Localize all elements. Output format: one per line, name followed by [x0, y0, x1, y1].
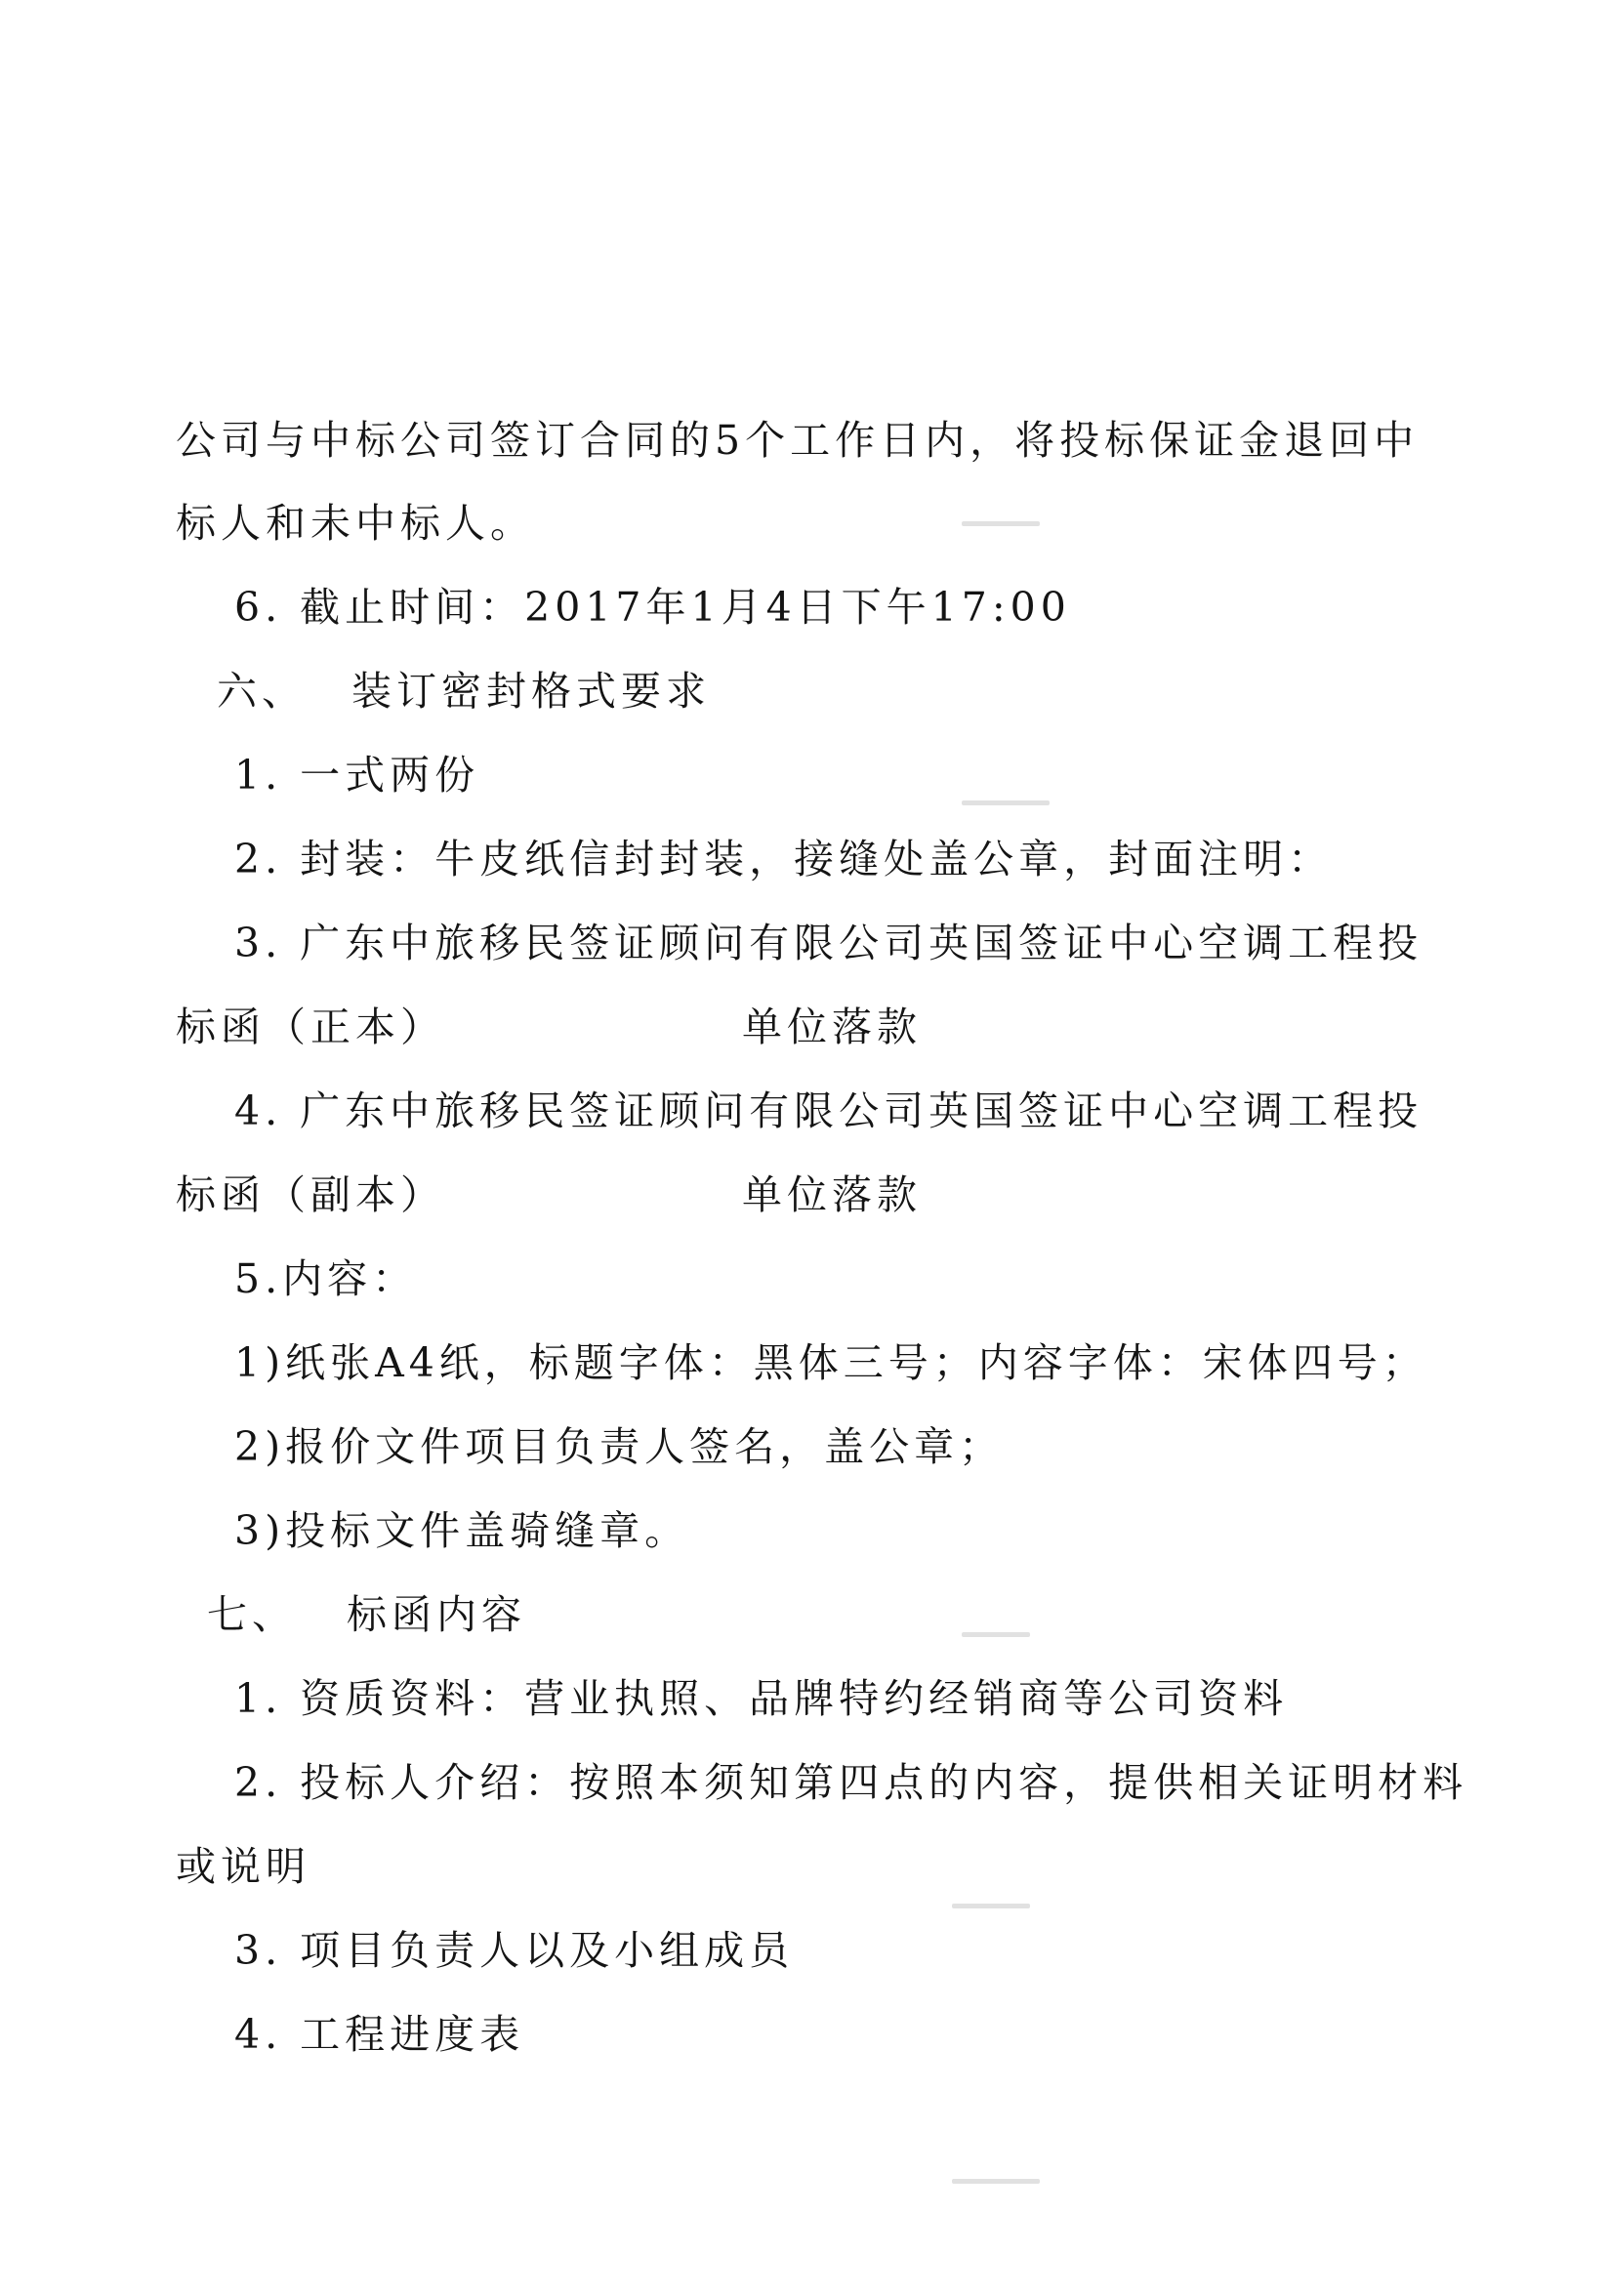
list-item-continuation: 标函（正本）: [176, 1004, 445, 1050]
list-item: 1. 资质资料：营业执照、品牌特约经销商等公司资料: [234, 1675, 1289, 1722]
scan-artifact: [962, 1632, 1030, 1637]
list-item: 2. 投标人介绍：按照本须知第四点的内容，提供相关证明材料: [234, 1759, 1468, 1806]
list-item: 3. 项目负责人以及小组成员: [234, 1927, 795, 1974]
signature-placeholder: 单位落款: [742, 1171, 922, 1218]
list-item: 3. 广东中旅移民签证顾问有限公司英国签证中心空调工程投: [234, 920, 1423, 966]
section-six-title: 装订密封格式要求: [351, 668, 711, 715]
list-subitem: 3)投标文件盖骑缝章。: [234, 1507, 690, 1554]
scan-artifact: [952, 2179, 1040, 2184]
signature-placeholder: 单位落款: [742, 1004, 922, 1050]
scan-artifact: [962, 800, 1050, 805]
scan-artifact: [952, 1904, 1030, 1908]
list-item-continuation: 标函（副本）: [176, 1171, 445, 1218]
section-seven-number: 七、: [207, 1591, 297, 1638]
list-item: 5.内容：: [234, 1255, 418, 1302]
deadline-line: 6. 截止时间：2017年1月4日下午17:00: [234, 584, 1071, 631]
paragraph-line: 标人和未中标人。: [176, 500, 535, 547]
list-item: 1. 一式两份: [234, 752, 480, 799]
list-item: 2. 封装：牛皮纸信封封装，接缝处盖公章，封面注明：: [234, 836, 1334, 882]
list-subitem: 1)纸张A4纸，标题字体：黑体三号；内容字体：宋体四号；: [234, 1339, 1427, 1386]
list-subitem: 2)报价文件项目负责人签名，盖公章；: [234, 1423, 1005, 1470]
list-item: 4. 工程进度表: [234, 2011, 525, 2058]
section-seven-title: 标函内容: [347, 1591, 526, 1638]
paragraph-line: 公司与中标公司签订合同的5个工作日内，将投标保证金退回中: [176, 417, 1420, 464]
list-item-continuation: 或说明: [176, 1843, 310, 1890]
list-item: 4. 广东中旅移民签证顾问有限公司英国签证中心空调工程投: [234, 1087, 1423, 1134]
scan-artifact: [962, 521, 1040, 526]
section-six-number: 六、: [217, 668, 307, 715]
